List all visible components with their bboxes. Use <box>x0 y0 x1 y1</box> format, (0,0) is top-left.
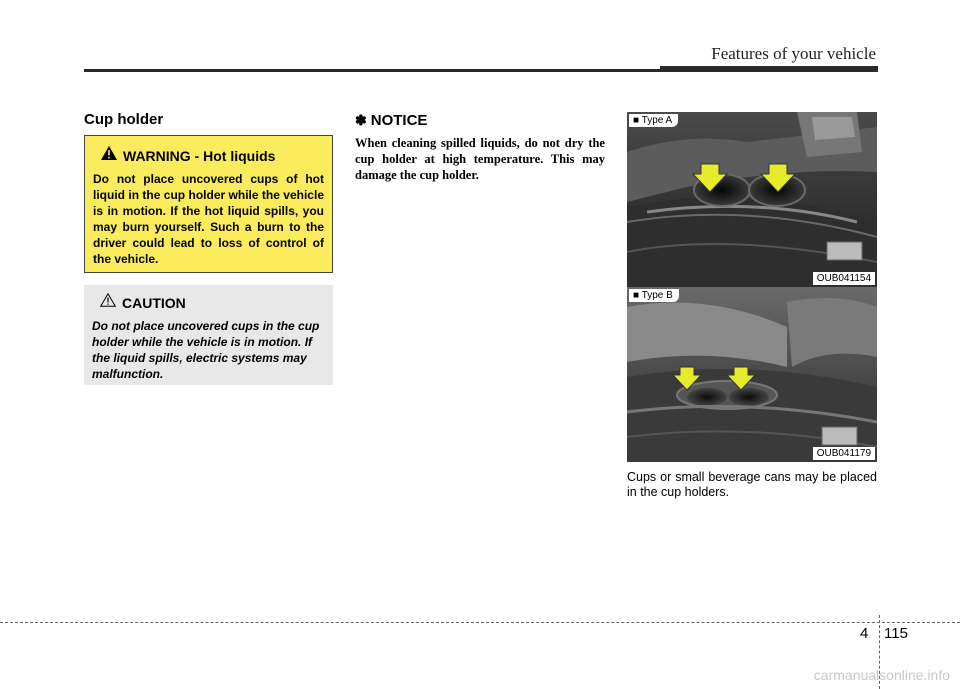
figure-code-a: OUB041154 <box>813 272 875 285</box>
warning-title: WARNING - Hot liquids <box>123 147 276 164</box>
page-section-number: 4 <box>860 625 869 642</box>
warning-box <box>84 135 333 273</box>
notice-heading <box>355 112 605 129</box>
caution-text: Do not place uncovered cups in the cup holder while the vehicle is in motion. If the liquid spills, electric systems may malfunction. <box>92 319 320 381</box>
caution-box <box>84 285 333 385</box>
cup-holder-illustration-b <box>627 287 877 462</box>
caution-triangle-icon <box>100 293 116 312</box>
watermark: carmanualsonline.info <box>813 667 950 683</box>
caution-title: CAUTION <box>122 294 186 311</box>
figure-caption: Cups or small beverage cans may be placed in the cup holders. <box>627 470 877 499</box>
notice-title: NOTICE <box>370 112 428 129</box>
page-number: 115 <box>884 625 908 642</box>
warning-text: Do not place uncovered cups of hot liquid in the cup holder while the vehicle is in motion. If the hot liquid spills, you may burn yourself. Such a burn to the driver could lead to loss of control of the vehicle. <box>93 172 324 266</box>
notice-text: When cleaning spilled liquids, do not dry the cup holder at high temperature. This may damage the cup holder. <box>355 136 605 182</box>
notice <box>355 112 605 183</box>
warning-triangle-icon <box>101 146 117 165</box>
warning-heading <box>93 146 324 165</box>
header-rule-accent <box>660 66 878 72</box>
type-a-label: ■ Type A <box>629 114 678 127</box>
figure-code-b: OUB041179 <box>813 447 875 460</box>
cup-holder-photo-type-a <box>627 112 877 287</box>
footer-rule <box>0 622 960 623</box>
caution-heading <box>92 293 325 312</box>
header-title: Features of your vehicle <box>711 44 876 63</box>
type-b-label: ■ Type B <box>629 289 679 302</box>
cup-holder-photo-type-b <box>627 287 877 462</box>
asterisk-icon: ✽ <box>355 112 367 128</box>
cup-holder-illustration-a <box>627 112 877 287</box>
section-title: Cup holder <box>84 111 164 128</box>
